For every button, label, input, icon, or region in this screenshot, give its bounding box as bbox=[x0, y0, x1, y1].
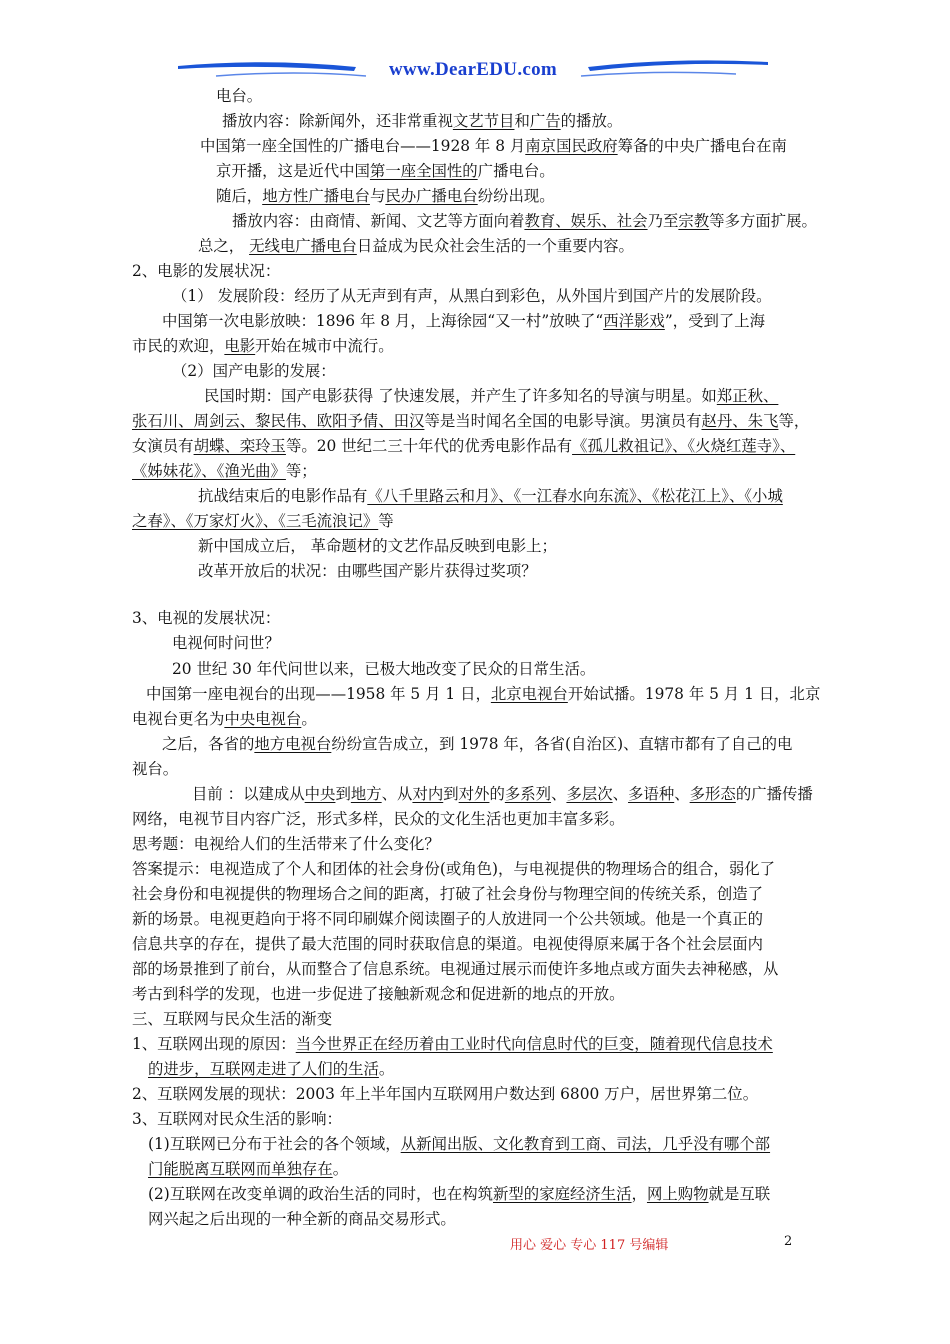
underlined-term: 第一座全国性的 bbox=[369, 162, 478, 180]
underlined-term: 赵丹、朱飞 bbox=[701, 412, 779, 430]
text-segment: 民国时期：国产电影获得 了快速发展，并产生了许多知名的导演与明星。如 bbox=[204, 387, 717, 405]
text-line bbox=[132, 909, 763, 929]
text-line bbox=[232, 211, 817, 231]
text-segment: (2)互联网在改变单调的政治生活的同时，也在构筑 bbox=[148, 1185, 494, 1203]
text-line bbox=[132, 436, 795, 456]
text-line bbox=[132, 959, 778, 979]
text-segment: 开始试播。1978 年 5 月 1 日，北京 bbox=[567, 685, 821, 703]
text-segment: 日益成为民众社会生活的一个重要内容。 bbox=[356, 237, 634, 255]
underlined-term: 广告 bbox=[529, 112, 561, 130]
underlined-term: 网上购物 bbox=[646, 1185, 709, 1203]
text-line bbox=[148, 1059, 394, 1079]
underlined-term: 地方性广播电台 bbox=[262, 187, 370, 205]
underlined-term: 《八千里路云和月》、《一江春水向东流》、《松花江上》、《小城 bbox=[367, 487, 783, 505]
text-line bbox=[172, 286, 772, 306]
text-line bbox=[132, 1084, 758, 1104]
text-segment: （2）国产电影的发展： bbox=[172, 362, 336, 380]
text-line bbox=[132, 1034, 773, 1054]
text-segment: 的广播传播 bbox=[735, 785, 813, 803]
text-line bbox=[162, 311, 765, 331]
text-segment: 等。20 世纪二三十年代的优秀电影作品有 bbox=[285, 437, 573, 455]
text-segment: 等多方面扩展。 bbox=[709, 212, 817, 230]
text-line bbox=[172, 633, 280, 653]
text-segment: ， bbox=[631, 1185, 647, 1203]
text-line bbox=[132, 608, 280, 628]
underlined-term: 门能脱离互联网而单独存在 bbox=[148, 1160, 333, 1178]
text-line bbox=[148, 1159, 348, 1179]
text-line bbox=[198, 561, 537, 581]
text-segment: 、 bbox=[551, 785, 567, 803]
text-line bbox=[148, 1134, 770, 1154]
text-segment: 社会身份和电视提供的物理场合之间的距离，打破了社会身份与物理空间的传统关系，创造了 bbox=[132, 885, 764, 903]
text-segment: 纷纷出现。 bbox=[477, 187, 555, 205]
text-line bbox=[132, 759, 178, 779]
text-line bbox=[132, 834, 440, 854]
page-number: 2 bbox=[784, 1234, 793, 1249]
text-line bbox=[132, 984, 625, 1004]
text-line bbox=[204, 386, 778, 406]
text-segment: 筹备的中央广播电台在南 bbox=[617, 137, 787, 155]
underlined-term: 多系列 bbox=[504, 785, 552, 803]
text-line bbox=[216, 86, 262, 106]
underlined-term: 对内 bbox=[412, 785, 444, 803]
text-segment: 到 bbox=[443, 785, 459, 803]
underlined-term: 教育、娱乐、社会 bbox=[524, 212, 648, 230]
text-segment: 目前 ：以建成从 bbox=[192, 785, 305, 803]
underlined-term: 新型的家庭经济生活 bbox=[493, 1185, 632, 1203]
text-segment: 京开播，这是近代中国 bbox=[216, 162, 370, 180]
underlined-term: 郑正秋、 bbox=[716, 387, 779, 405]
underlined-term: 张石川、周剑云、黎民伟、欧阳予倩、田汉 bbox=[132, 412, 425, 430]
text-segment: 电视何时问世？ bbox=[172, 634, 280, 652]
underlined-term: 从新闻出版、文化教育到工商、司法，几乎没有哪个部 bbox=[400, 1135, 771, 1153]
underlined-term: 的进步，互联网走进了人们的生活 bbox=[148, 1060, 379, 1078]
text-line bbox=[198, 486, 783, 506]
text-segment: 女演员有 bbox=[132, 437, 194, 455]
text-segment: 播放内容：由商情、新闻、文艺等方面向着 bbox=[232, 212, 525, 230]
text-segment: 2、互联网发展的现状：2003 年上半年国内互联网用户数达到 6800 万户，居世界第二位。 bbox=[132, 1085, 759, 1103]
text-segment: （1） 发展阶段：经历了从无声到有声，从黑白到彩色，从外国片到国产片的发展阶段。 bbox=[172, 287, 772, 305]
text-segment: 1、互联网出现的原因： bbox=[132, 1035, 296, 1053]
text-line bbox=[162, 734, 792, 754]
underlined-term: 《孤儿救祖记》、《火烧红莲寺》、 bbox=[572, 437, 796, 455]
text-segment: 市民的欢迎， bbox=[132, 337, 225, 355]
underlined-term: 民办广播电台 bbox=[385, 187, 478, 205]
text-segment: 网兴起之后出现的一种全新的商品交易形式。 bbox=[148, 1210, 456, 1228]
text-line bbox=[132, 709, 317, 729]
text-segment: 随后， bbox=[216, 187, 263, 205]
text-segment: 2、电影的发展状况： bbox=[132, 262, 281, 280]
text-line bbox=[148, 1209, 456, 1229]
text-segment: 。 bbox=[332, 1160, 349, 1178]
text-segment: 广播电台。 bbox=[477, 162, 555, 180]
text-segment: 播放内容：除新闻外，还非常重视 bbox=[222, 112, 453, 130]
text-segment: 中国第一座全国性的广播电台——1928 年 8 月 bbox=[200, 137, 526, 155]
text-segment: 和 bbox=[514, 112, 530, 130]
text-line bbox=[222, 111, 622, 131]
underlined-term: 中央 bbox=[304, 785, 336, 803]
text-line bbox=[132, 859, 775, 879]
text-segment: 、 bbox=[612, 785, 629, 803]
underlined-term: 当今世界正在经历着由工业时代向信息时代的巨变，随着现代信息技术 bbox=[295, 1035, 773, 1053]
text-segment: 的 bbox=[489, 785, 505, 803]
text-segment: 信息共享的存在，提供了最大范围的同时获取信息的渠道。电视使得原来属于各个社会层面内 bbox=[132, 935, 764, 953]
text-segment: 就是互联 bbox=[708, 1185, 771, 1203]
text-segment: 与 bbox=[369, 187, 386, 205]
text-segment: 3、电视的发展状况： bbox=[132, 609, 281, 627]
text-segment: 中国第一座电视台的出现——1958 年 5 月 1 日， bbox=[146, 685, 491, 703]
site-header bbox=[176, 52, 770, 92]
text-segment: 的播放。 bbox=[560, 112, 623, 130]
underlined-term: 中央电视台 bbox=[224, 710, 302, 728]
text-segment: 等， bbox=[778, 412, 810, 430]
text-segment: 电视台更名为 bbox=[132, 710, 225, 728]
text-line bbox=[192, 784, 813, 804]
text-line bbox=[146, 684, 820, 704]
text-segment: 抗战结束后的电影作品有 bbox=[198, 487, 368, 505]
text-segment: 等是当时闻名全国的电影导演。男演员有 bbox=[424, 412, 702, 430]
underlined-term: 文艺节目 bbox=[452, 112, 515, 130]
text-line bbox=[172, 659, 595, 679]
text-segment: 等 bbox=[378, 512, 394, 530]
text-line bbox=[132, 934, 763, 954]
underlined-term: 地方 bbox=[350, 785, 382, 803]
text-line bbox=[132, 261, 280, 281]
text-segment: 总之， bbox=[198, 237, 250, 255]
underlined-term: 宗教 bbox=[678, 212, 710, 230]
underlined-term: 多形态 bbox=[689, 785, 736, 803]
text-segment: 之后，各省的 bbox=[162, 735, 255, 753]
underlined-term: 多语种 bbox=[628, 785, 675, 803]
text-segment: 到 bbox=[335, 785, 351, 803]
text-segment: 网络，电视节目内容广泛，形式多样，民众的文化生活也更加丰富多彩。 bbox=[132, 810, 625, 828]
underlined-term: 无线电广播电台 bbox=[249, 237, 357, 255]
underlined-term: 北京电视台 bbox=[490, 685, 568, 703]
text-line bbox=[198, 236, 634, 256]
text-line bbox=[132, 336, 394, 356]
text-line bbox=[132, 511, 394, 531]
text-line bbox=[198, 536, 557, 556]
text-line bbox=[148, 1184, 770, 1204]
text-segment: 3、互联网对民众生活的影响： bbox=[132, 1110, 342, 1128]
text-line bbox=[132, 809, 625, 829]
text-segment: 答案提示：电视造成了个人和团体的社会身份(或角色)，与电视提供的物理场合的组合，弱化了 bbox=[132, 860, 776, 878]
footer-note: 用心 爱心 专心 117 号编辑 bbox=[510, 1238, 669, 1253]
text-line bbox=[132, 1109, 342, 1129]
underlined-term: 《姊妹花》、《渔光曲》 bbox=[132, 462, 286, 480]
text-segment: 等； bbox=[285, 462, 317, 480]
text-segment: 纷纷宣告成立，到 1978 年，各省(自治区)、直辖市都有了自己的电 bbox=[331, 735, 793, 753]
underlined-term: 电影 bbox=[224, 337, 256, 355]
text-segment: 考古到科学的发现，也进一步促进了接触新观念和促进新的地点的开放。 bbox=[132, 985, 625, 1003]
text-line bbox=[172, 361, 336, 381]
text-segment: 改革开放后的状况：由哪些国产影片获得过奖项？ bbox=[198, 562, 537, 580]
text-segment: 、 bbox=[674, 785, 690, 803]
underlined-term: 南京国民政府 bbox=[525, 137, 618, 155]
text-segment: (1)互联网已分布于社会的各个领域， bbox=[148, 1135, 401, 1153]
text-segment: 开始在城市中流行。 bbox=[255, 337, 394, 355]
site-url[interactable]: www.DearEDU.com bbox=[388, 59, 558, 80]
text-segment: ”，受到了上海 bbox=[664, 312, 766, 330]
text-line bbox=[216, 186, 555, 206]
underlined-term: 地方电视台 bbox=[254, 735, 332, 753]
underlined-term: 西洋影戏 bbox=[603, 312, 665, 330]
text-segment: 。 bbox=[378, 1060, 395, 1078]
text-segment: 视台。 bbox=[132, 760, 179, 778]
text-line bbox=[216, 161, 555, 181]
text-line bbox=[132, 884, 763, 904]
underlined-term: 多层次 bbox=[566, 785, 613, 803]
text-segment: 20 世纪 30 年代问世以来，已极大地改变了民众的日常生活。 bbox=[172, 660, 596, 678]
text-segment: 新的场景。电视更趋向于将不同印刷媒介阅读圈子的人放进同一个公共领域。他是一个真正的 bbox=[132, 910, 764, 928]
text-segment: 、从 bbox=[381, 785, 413, 803]
text-segment: 新中国成立后， 革命题材的文艺作品反映到电影上； bbox=[198, 537, 557, 555]
text-segment: 乃至 bbox=[647, 212, 679, 230]
text-segment: 思考题：电视给人们的生活带来了什么变化？ bbox=[132, 835, 440, 853]
text-segment: 。 bbox=[301, 710, 317, 728]
text-segment: 中国第一次电影放映：1896 年 8 月，上海徐园“又一村”放映了“ bbox=[162, 312, 604, 330]
text-segment: 电台。 bbox=[216, 87, 263, 105]
text-line bbox=[132, 461, 317, 481]
underlined-term: 对外 bbox=[458, 785, 490, 803]
underlined-term: 之春》、《万家灯火》、《三毛流浪记》 bbox=[132, 512, 379, 530]
text-segment: 部的场景推到了前台，从而整合了信息系统。电视通过展示而使许多地点或方面失去神秘感，从 bbox=[132, 960, 779, 978]
underlined-term: 胡蝶、栾玲玉 bbox=[193, 437, 286, 455]
text-line bbox=[132, 411, 809, 431]
text-line bbox=[132, 1009, 332, 1029]
text-segment: 三、互联网与民众生活的渐变 bbox=[132, 1010, 333, 1028]
text-line bbox=[200, 136, 787, 156]
